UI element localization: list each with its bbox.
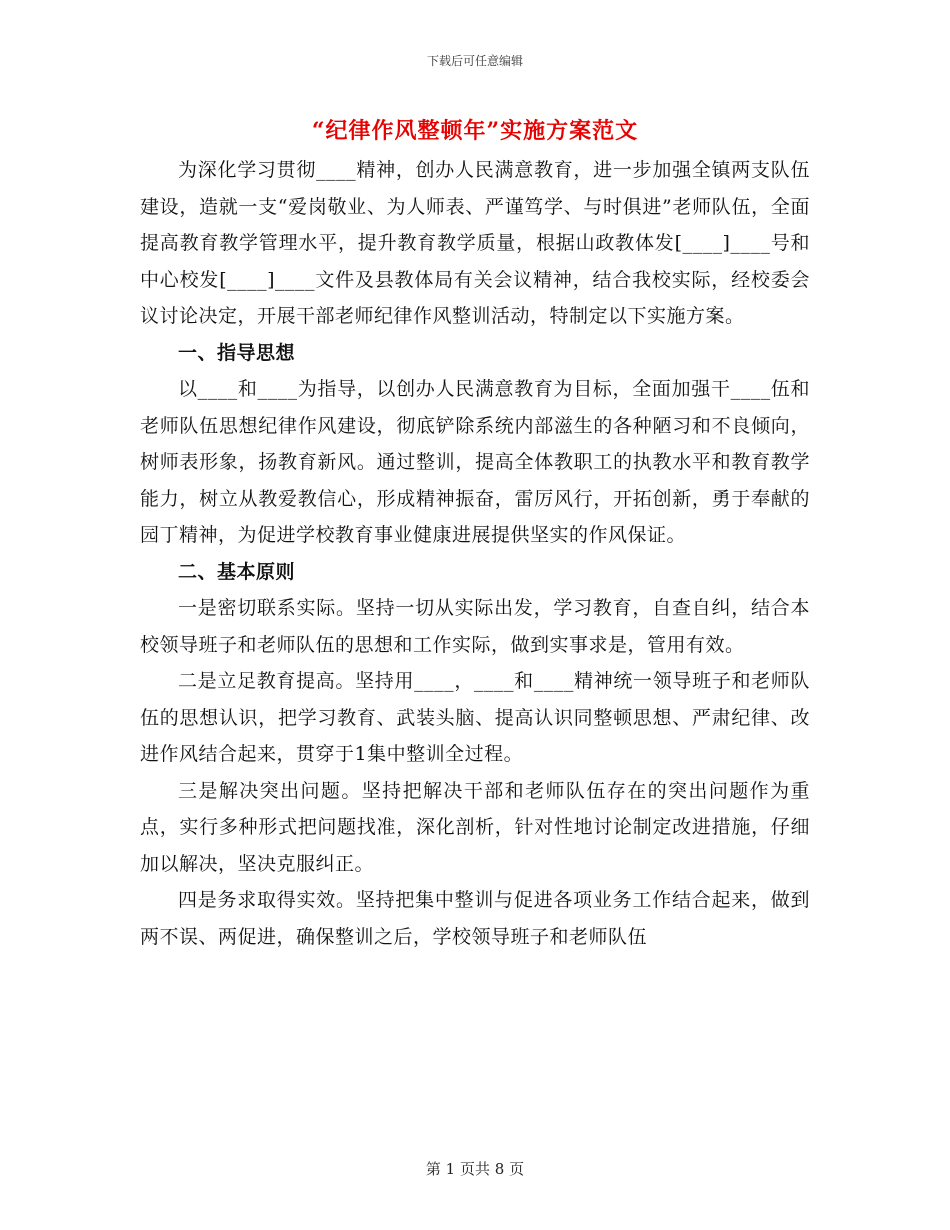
- intro-paragraph: 为深化学习贯彻____精神，创办人民满意教育，进一步加强全镇两支队伍建设，造就一支“爱岗敬业、为人师表、严谨笃学、与时俱进”老师队伍，全面提高教育教学管理水平，提升教育教学质量，根据山政教体发[____]____号和中心校发[____]____文件及县教体局有关会议精神，结合我校实际，经校委会议讨论决定，开展干部老师纪律作风整训活动，特制定以下实施方案。: [140, 159, 810, 327]
- page-header-note: 下载后可任意编辑: [426, 54, 523, 68]
- principle-paragraph-3: 三是解决突出问题。坚持把解决干部和老师队伍存在的突出问题作为重点，实行多种形式把问题找准，深化剖析，针对性地讨论制定改进措施，仔细加以解决，坚决克服纠正。: [140, 779, 810, 875]
- section-heading-basic-principles: 二、基本原则: [178, 560, 296, 583]
- page-footer-page-number: 第 1 页共 8 页: [425, 1160, 525, 1178]
- principle-paragraph-1: 一是密切联系实际。坚持一切从实际出发，学习教育，自查自纠，结合本校领导班子和老师队伍的思想和工作实际，做到实事求是，管用有效。: [140, 597, 810, 656]
- document-title: “纪律作风整顿年”实施方案范文: [311, 118, 639, 144]
- guiding-ideology-paragraph: 以____和____为指导，以创办人民满意教育为目标，全面加强干____伍和老师队伍思想纪律作风建设，彻底铲除系统内部滋生的各种陋习和不良倾向，树师表形象，扬教育新风。通过整训，提高全体教职工的执教水平和教育教学能力，树立从教爱教信心，形成精神振奋，雷厉风行，开拓创新，勇于奉献的园丁精神，为促进学校教育事业健康进展提供坚实的作风保证。: [140, 378, 810, 546]
- document-body: [140, 152, 810, 955]
- principle-paragraph-2: 二是立足教育提高。坚持用____，____和____精神统一领导班子和老师队伍的思想认识，把学习教育、武装头脑、提高认识同整顿思想、严肃纪律、改进作风结合起来，贯穿于1集中整训全过程。: [140, 670, 810, 765]
- principle-paragraph-4: 四是务求取得实效。坚持把集中整训与促进各项业务工作结合起来，做到两不误、两促进，确保整训之后，学校领导班子和老师队伍: [140, 889, 810, 948]
- section-heading-guiding-ideology: 一、指导思想: [178, 341, 296, 364]
